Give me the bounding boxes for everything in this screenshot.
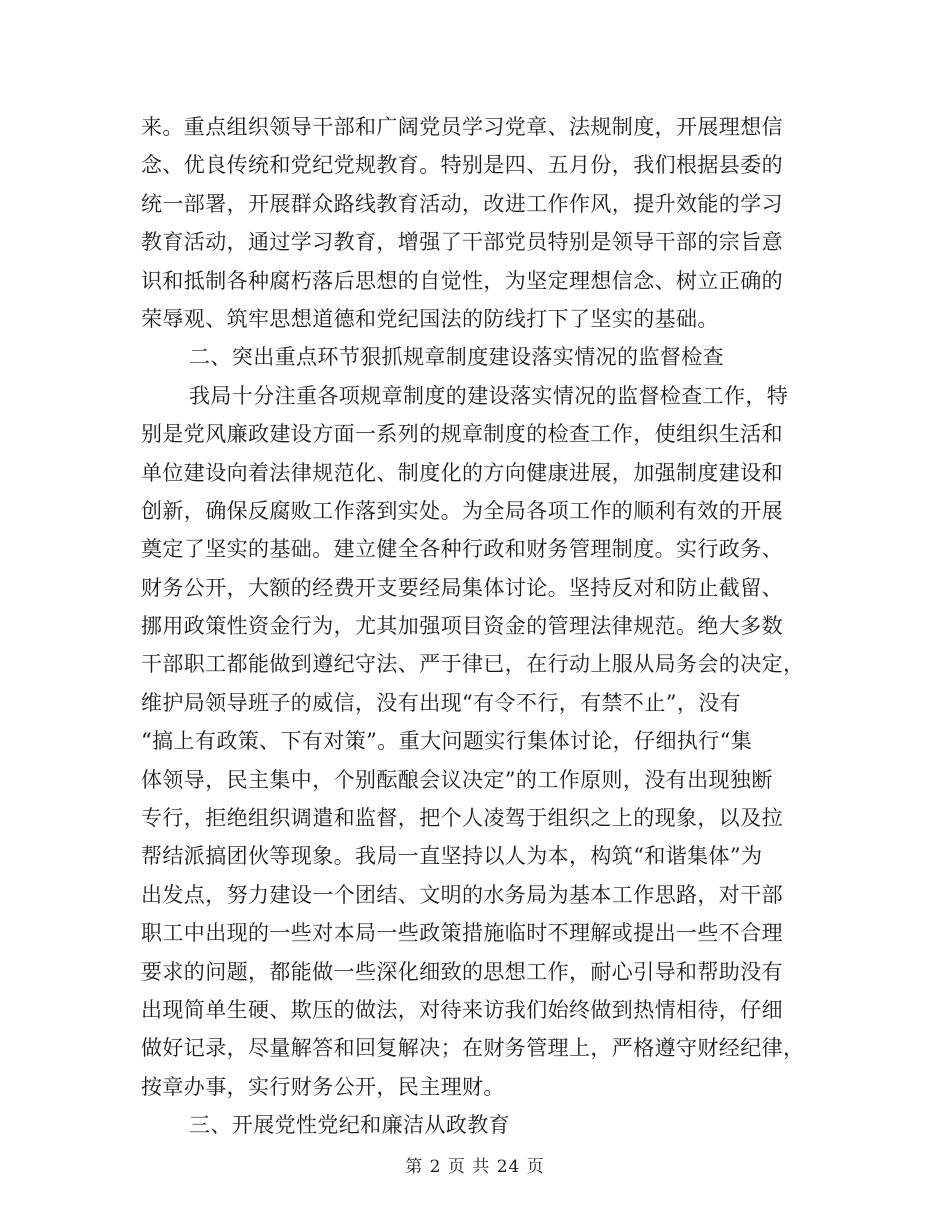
section-heading: 三、开展党性党纪和廉洁从政教育 bbox=[189, 1113, 510, 1138]
text-line: 别是党风廉政建设方面一系列的规章制度的检查工作，使组织生活和 bbox=[141, 422, 783, 447]
text-line: 荣辱观、筑牢思想道德和党纪国法的防线打下了坚实的基础。 bbox=[141, 306, 719, 331]
text-line: 统一部署，开展群众路线教育活动，改进工作作风，提升效能的学习 bbox=[141, 191, 783, 216]
page-number: 第 2 页 共 24 页 bbox=[405, 1157, 545, 1177]
text-line: 单位建设向着法律规范化、制度化的方向健康进展，加强制度建设和 bbox=[141, 460, 783, 485]
text-line: 财务公开，大额的经费开支要经局集体讨论。坚持反对和防止截留、 bbox=[141, 575, 783, 600]
text-line: 专行，拒绝组织调遣和监督，把个人凌驾于组织之上的现象，以及拉 bbox=[141, 806, 783, 831]
text-line: 创新，确保反腐败工作落到实处。为全局各项工作的顺利有效的开展 bbox=[141, 498, 783, 523]
text-line: 做好记录，尽量解答和回复解决；在财务管理上，严格遵守财经纪律， bbox=[141, 1036, 805, 1061]
text-line: 体领导，民主集中，个别酝酿会议决定”的工作原则，没有出现独断 bbox=[141, 767, 773, 792]
text-line: 出现简单生硬、欺压的做法，对待来访我们始终做到热情相待，仔细 bbox=[141, 997, 783, 1022]
text-line: 按章办事，实行财务公开，民主理财。 bbox=[141, 1074, 505, 1099]
text-line: 干部职工都能做到遵纪守法、严于律已，在行动上服从局务会的决定， bbox=[141, 652, 805, 677]
text-line: 要求的问题，都能做一些深化细致的思想工作，耐心引导和帮助没有 bbox=[141, 959, 783, 984]
text-line: 教育活动，通过学习教育，增强了干部党员特别是领导干部的宗旨意 bbox=[141, 230, 783, 255]
text-line: 识和抵制各种腐朽落后思想的自觉性，为坚定理想信念、树立正确的 bbox=[141, 268, 783, 293]
text-line: 职工中出现的一些对本局一些政策措施临时不理解或提出一些不合理 bbox=[141, 921, 783, 946]
text-line: 帮结派搞团伙等现象。我局一直坚持以人为本，构筑“和谐集体”为 bbox=[141, 844, 763, 869]
text-line: 维护局领导班子的威信，没有出现“有令不行，有禁不止”，没有 bbox=[141, 690, 742, 715]
text-line: 出发点，努力建设一个团结、文明的水务局为基本工作思路，对干部 bbox=[141, 882, 783, 907]
text-line: 挪用政策性资金行为，尤其加强项目资金的管理法律规范。绝大多数 bbox=[141, 614, 783, 639]
text-line: 我局十分注重各项规章制度的建设落实情况的监督检查工作，特 bbox=[189, 383, 789, 408]
text-line: “搞上有政策、下有对策”。重大问题实行集体讨论，仔细执行“集 bbox=[141, 729, 753, 754]
text-line: 念、优良传统和党纪党规教育。特别是四、五月份，我们根据县委的 bbox=[141, 153, 783, 178]
text-line: 来。重点组织领导干部和广阔党员学习党章、法规制度，开展理想信 bbox=[141, 115, 783, 139]
section-heading: 二、突出重点环节狠抓规章制度建设落实情况的监督检查 bbox=[189, 345, 724, 370]
text-line: 奠定了坚实的基础。建立健全各种行政和财务管理制度。实行政务、 bbox=[141, 537, 783, 562]
body-text bbox=[141, 108, 813, 1145]
